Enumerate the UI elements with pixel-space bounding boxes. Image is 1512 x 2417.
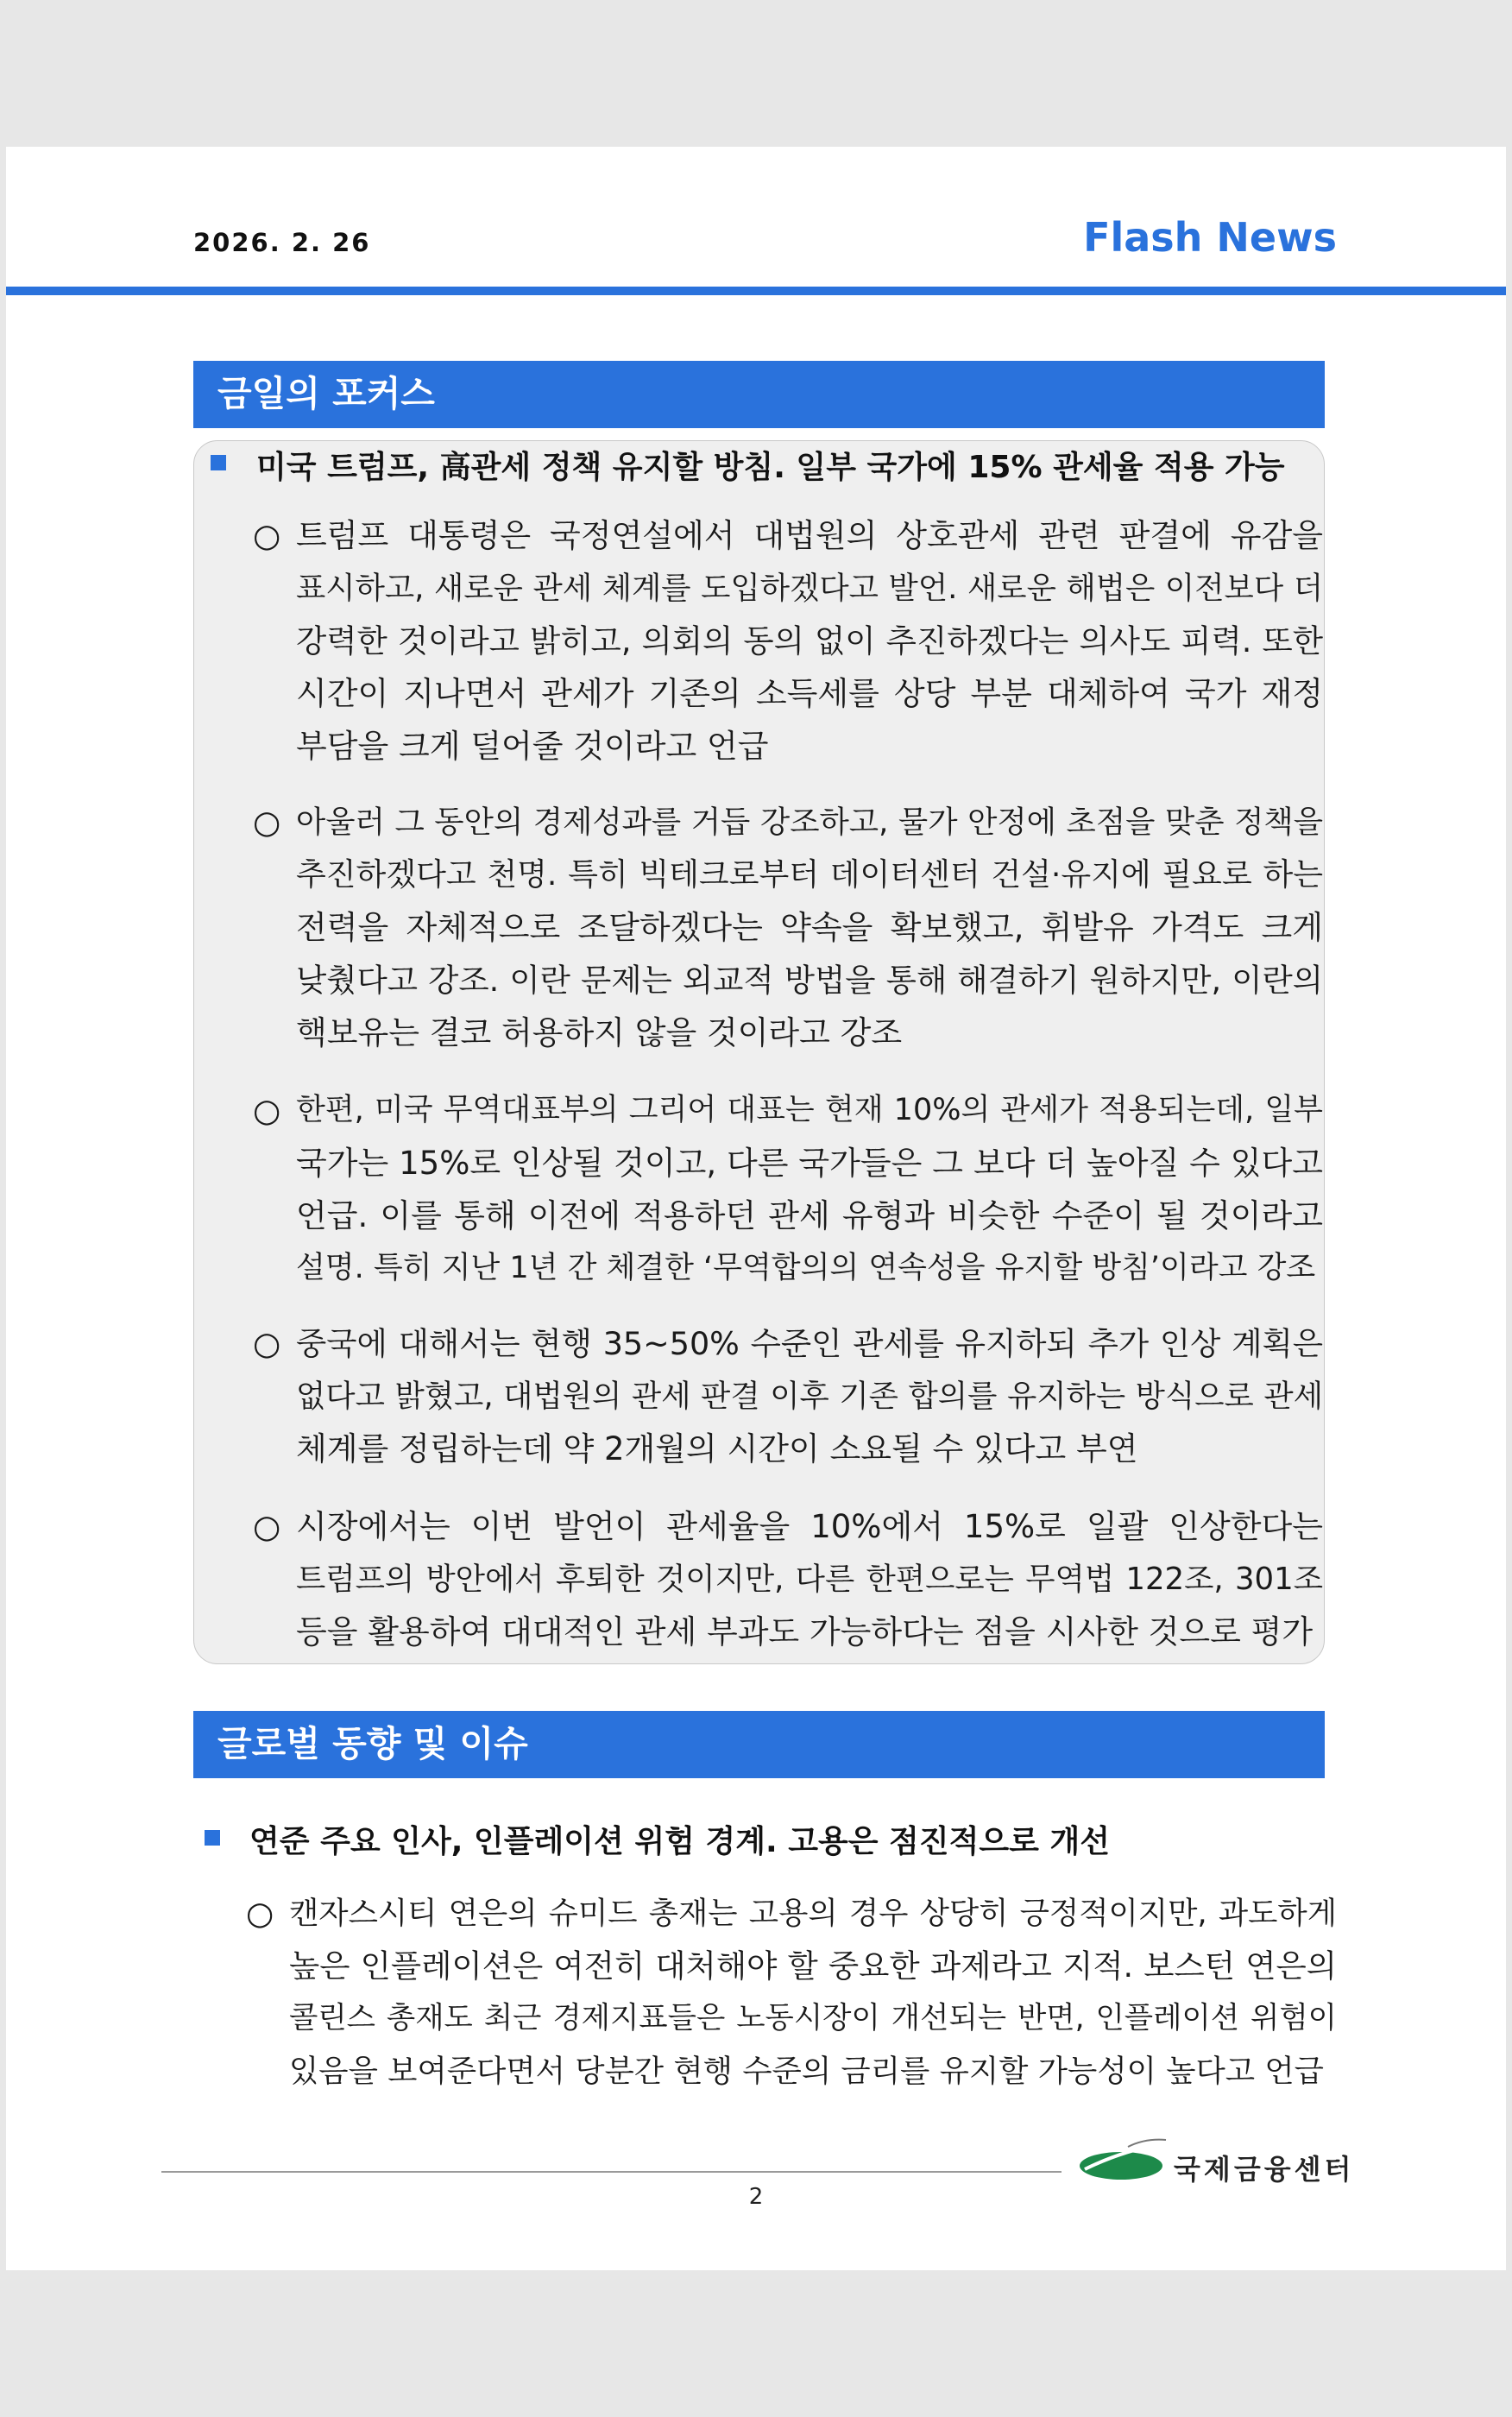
circle-bullet-icon: ○ — [253, 1508, 281, 1545]
brand-word-news: News — [1216, 214, 1337, 261]
page-number: 2 — [748, 2184, 764, 2210]
header-divider — [6, 287, 1506, 295]
brand-title — [1083, 214, 1337, 261]
brand-word-flash: Flash — [1083, 214, 1203, 261]
document-page — [6, 147, 1506, 2270]
paragraph-line: 핵보유는 결코 허용하지 않을 것이라고 강조 — [296, 1014, 903, 1051]
paragraph-line: 중국에 대해서는 현행 35~50% 수준인 관세를 유지하되 추가 인상 계획은 — [296, 1325, 1323, 1362]
paragraph-line: 캔자스시티 연은의 슈미드 총재는 고용의 경우 상당히 긍정적이지만, 과도하게 — [289, 1896, 1337, 1931]
paragraph-line: 아울러 그 동안의 경제성과를 거듭 강조하고, 물가 안정에 초점을 맞춘 정책을 — [296, 805, 1323, 840]
section-title-global: 글로벌 동향 및 이슈 — [193, 1711, 1325, 1778]
paragraph-line: 높은 인플레이션은 여전히 대처해야 할 중요한 과제라고 지적. 보스턴 연은의 — [289, 1947, 1337, 1985]
paragraph-line: 있음을 보여준다면서 당분간 현행 수준의 금리를 유지할 가능성이 높다고 언급 — [289, 2054, 1324, 2089]
paragraph-line: 부담을 크게 덜어줄 것이라고 언급 — [296, 728, 769, 765]
paragraph-line: 등을 활용하여 대대적인 관세 부과도 가능하다는 점을 시사한 것으로 평가 — [296, 1613, 1314, 1650]
report-date: 2026. 2. 26 — [193, 228, 371, 257]
focus-paragraph-2 — [253, 796, 1323, 1059]
focus-paragraph-3 — [253, 1084, 1323, 1295]
paragraph-line: 콜린스 총재도 최근 경제지표들은 노동시장이 개선되는 반면, 인플레이션 위험이 — [289, 2001, 1337, 2035]
section-title-focus: 금일의 포커스 — [193, 361, 1325, 428]
paragraph-line: 국가는 15%로 인상될 것이고, 다른 국가들은 그 보다 더 높아질 수 있다고 — [296, 1145, 1323, 1182]
paragraph-line: 한편, 미국 무역대표부의 그리어 대표는 현재 10%의 관세가 적용되는데, 일부 — [296, 1093, 1323, 1127]
paragraph-line: 설명. 특히 지난 1년 간 체결한 ‘무역합의의 연속성을 유지할 방침’이라고 강조 — [296, 1251, 1316, 1285]
paragraph-line: 언급. 이를 통해 이전에 적용하던 관세 유형과 비슷한 수준이 될 것이라고 — [296, 1197, 1323, 1234]
circle-bullet-icon: ○ — [246, 1895, 274, 1932]
paragraph-line: 시장에서는 이번 발언이 관세율을 10%에서 15%로 일괄 인상한다는 — [296, 1508, 1323, 1545]
paragraph-line: 추진하겠다고 천명. 특히 빅테크로부터 데이터센터 건설·유지에 필요로 하는 — [296, 857, 1323, 893]
circle-bullet-icon: ○ — [253, 517, 281, 554]
circle-bullet-icon: ○ — [253, 804, 281, 841]
paragraph-line: 강력한 것이라고 밝히고, 의회의 동의 없이 추진하겠다는 의사도 피력. 또한 — [296, 622, 1323, 659]
square-bullet-icon — [211, 455, 226, 470]
focus-paragraph-5 — [253, 1500, 1323, 1658]
paragraph-line: 표시하고, 새로운 관세 체계를 도입하겠다고 발언. 새로운 해법은 이전보다 더 — [296, 571, 1323, 606]
paragraph-line: 체계를 정립하는데 약 2개월의 시간이 소요될 수 있다고 부연 — [296, 1430, 1138, 1467]
global-paragraph-1 — [246, 1887, 1337, 2098]
footer-divider — [161, 2171, 1062, 2173]
paragraph-line: 트럼프의 방안에서 후퇴한 것이지만, 다른 한편으로는 무역법 122조, 301조 — [296, 1562, 1323, 1597]
focus-paragraph-4 — [253, 1317, 1323, 1475]
paragraph-line: 전력을 자체적으로 조달하겠다는 약속을 확보했고, 휘발유 가격도 크게 — [296, 909, 1323, 946]
focus-paragraph-1 — [253, 509, 1323, 773]
circle-bullet-icon: ○ — [253, 1325, 281, 1362]
square-bullet-icon — [205, 1830, 220, 1846]
paragraph-line: 트럼프 대통령은 국정연설에서 대법원의 상호관세 관련 판결에 유감을 — [296, 517, 1323, 554]
paragraph-line: 없다고 밝혔고, 대법원의 관세 판결 이후 기존 합의를 유지하는 방식으로 관세 — [296, 1379, 1323, 1414]
paragraph-line: 시간이 지나면서 관세가 기존의 소득세를 상당 부분 대체하여 국가 재정 — [296, 675, 1323, 712]
org-name: 국제금융센터 — [1174, 2153, 1355, 2186]
global-headline: 연준 주요 인사, 인플레이션 위험 경계. 고용은 점진적으로 개선 — [249, 1824, 1111, 1859]
focus-headline: 미국 트럼프, 高관세 정책 유지할 방침. 일부 국가에 15% 관세율 적용 가능 — [256, 450, 1285, 485]
paragraph-line: 낮췄다고 강조. 이란 문제는 외교적 방법을 통해 해결하기 원하지만, 이란의 — [296, 962, 1323, 999]
circle-bullet-icon: ○ — [253, 1092, 281, 1129]
